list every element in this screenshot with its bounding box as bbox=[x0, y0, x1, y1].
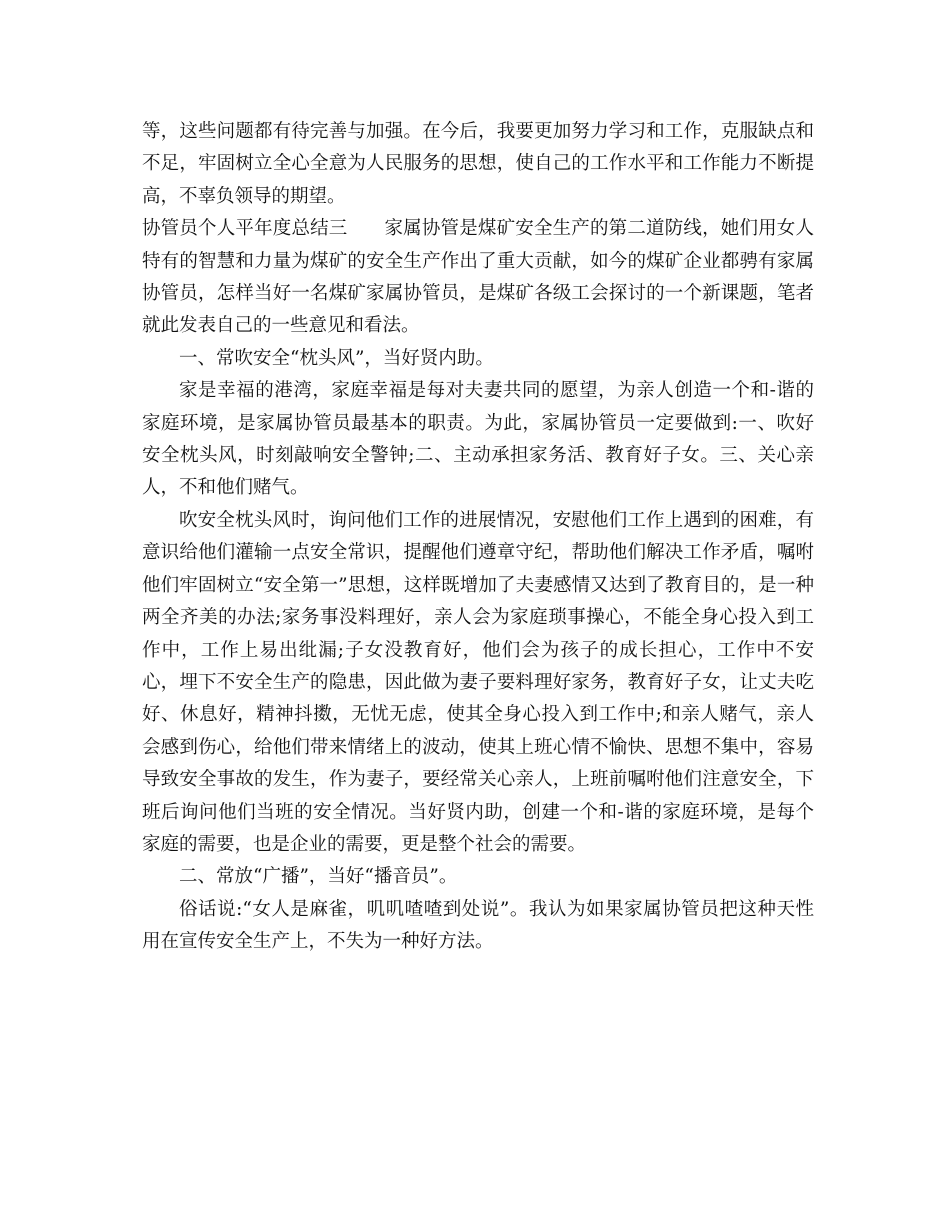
paragraph-4 bbox=[142, 505, 814, 861]
section-heading: 协管员个人平年度总结三 bbox=[142, 218, 348, 240]
subheading-1-text: 一、常吹安全“枕头风”，当好贤内助。 bbox=[179, 347, 494, 369]
subheading-1 bbox=[142, 343, 814, 375]
paragraph-1-text: 等，这些问题都有待完善与加强。在今后，我要更加努力学习和工作，克服缺点和不足，牢固树立全心全意为人民服务的思想，使自己的工作水平和工作能力不断提高，不辜负领导的期望。 bbox=[142, 121, 814, 207]
document-body bbox=[142, 116, 814, 959]
paragraph-5-text: 俗话说:“女人是麻雀，叽叽喳喳到处说”。我认为如果家属协管员把这种天性用在宣传安全生产上，不失为一种好方法。 bbox=[142, 898, 814, 953]
subheading-2-text: 二、常放“广播”，当好“播音员”。 bbox=[179, 866, 458, 888]
paragraph-4-text: 吹安全枕头风时，询问他们工作的进展情况，安慰他们工作上遇到的困难，有意识给他们灌输一点安全常识，提醒他们遵章守纪，帮助他们解决工作矛盾，嘱咐他们牢固树立“安全第一”思想，这样既增加了夫妻感情又达到了教育目的，是一种两全齐美的办法;家务事没料理好，亲人会为家庭琐事操心，不能全身心投入到工作中，工作上易出纰漏;子女没教育好，他们会为孩子的成长担心，工作中不安心，埋下不安全生产的隐患，因此做为妻子要料理好家务，教育好子女，让丈夫吃好、休息好，精神抖擞，无忧无虑，使其全身心投入到工作中;和亲人赌气，亲人会感到伤心，给他们带来情绪上的波动，使其上班心情不愉快、思想不集中，容易导致安全事故的发生，作为妻子，要经常关心亲人，上班前嘱咐他们注意安全，下班后询问他们当班的安全情况。当好贤内助，创建一个和-谐的家庭环境，是每个家庭的需要，也是企业的需要，更是整个社会的需要。 bbox=[142, 509, 814, 855]
paragraph-2 bbox=[142, 213, 814, 343]
paragraph-3 bbox=[142, 375, 814, 505]
paragraph-2-text: 家属协管是煤矿安全生产的第二道防线，她们用女人特有的智慧和力量为煤矿的安全生产作出了重大贡献，如今的煤矿企业都骋有家属协管员，怎样当好一名煤矿家属协管员，是煤矿各级工会探讨的一个新课题，笔者就此发表自己的一些意见和看法。 bbox=[142, 218, 814, 337]
subheading-2 bbox=[142, 861, 814, 893]
paragraph-5 bbox=[142, 894, 814, 959]
paragraph-1 bbox=[142, 116, 814, 213]
paragraph-3-text: 家是幸福的港湾，家庭幸福是每对夫妻共同的愿望，为亲人创造一个和-谐的家庭环境，是家属协管员最基本的职责。为此，家属协管员一定要做到:一、吹好安全枕头风，时刻敲响安全警钟;二、主动承担家务活、教育好子女。三、关心亲人，不和他们赌气。 bbox=[142, 380, 814, 499]
